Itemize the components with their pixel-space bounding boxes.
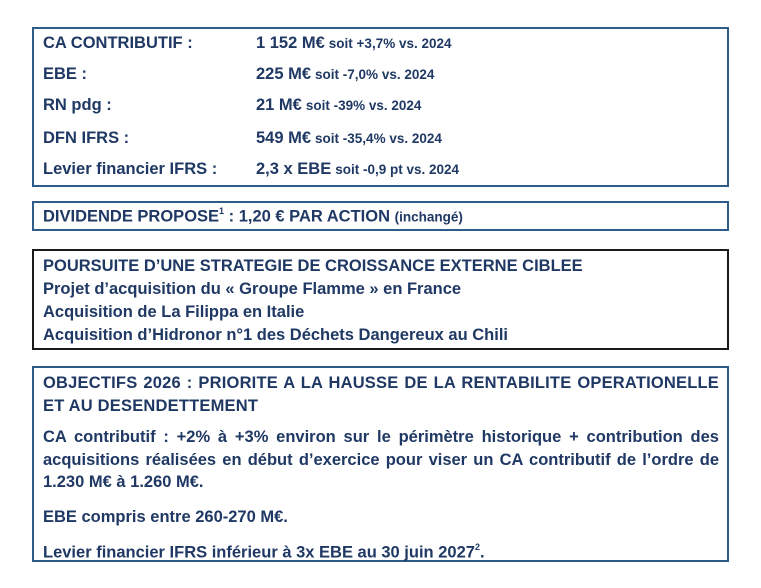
kpi-label: RN pdg :	[43, 96, 112, 114]
objectives-leverage-text: Levier financier IFRS inférieur à 3x EBE au 30 juin 2027	[43, 543, 475, 562]
kpi-value: 21 M€	[256, 96, 302, 114]
objectives-leverage-end: .	[479, 543, 485, 562]
dividend-amount: : 1,20 € PAR ACTION	[224, 207, 395, 226]
growth-strategy-box	[32, 249, 729, 350]
objectives-box	[32, 366, 729, 562]
strategy-item: Acquisition de La Filippa en Italie	[43, 303, 305, 321]
objectives-leverage	[43, 537, 719, 564]
dividend-line	[43, 207, 463, 227]
kpi-label: DFN IFRS :	[43, 129, 130, 147]
objectives-title: OBJECTIFS 2026 : PRIORITE A LA HAUSSE DE LA RENTABILITE OPERATIONELLE ET AU DESENDETTEMENT	[43, 374, 719, 415]
kpi-value: 225 M€	[256, 65, 312, 83]
kpi-detail: soit -7,0% vs. 2024	[315, 67, 435, 82]
kpi-value: 1 152 M€	[256, 34, 325, 52]
dividend-note: (inchangé)	[394, 209, 463, 225]
key-figures-box	[32, 27, 729, 187]
dividend-box	[32, 201, 729, 231]
kpi-label: EBE :	[43, 65, 88, 83]
kpi-row-leverage	[43, 160, 459, 184]
kpi-row-net-income	[43, 96, 421, 120]
kpi-row-net-debt	[43, 129, 442, 153]
strategy-item: Acquisition d’Hidronor n°1 des Déchets Dangereux au Chili	[43, 326, 509, 344]
kpi-value: 2,3 x EBE	[256, 160, 332, 178]
footnote-marker: 2	[474, 542, 480, 552]
kpi-detail: soit +3,7% vs. 2024	[328, 36, 452, 51]
kpi-label: CA CONTRIBUTIF :	[43, 34, 193, 52]
kpi-detail: soit -35,4% vs. 2024	[315, 131, 442, 146]
kpi-row-ebitda	[43, 65, 434, 89]
kpi-value: 549 M€	[256, 129, 312, 147]
kpi-detail: soit -0,9 pt vs. 2024	[335, 162, 460, 177]
kpi-detail: soit -39% vs. 2024	[305, 98, 422, 113]
kpi-row-revenue	[43, 34, 452, 58]
objectives-ebitda: EBE compris entre 260-270 M€.	[43, 508, 288, 526]
strategy-item: Projet d’acquisition du « Groupe Flamme » en France	[43, 280, 462, 298]
footnote-marker: 1	[219, 206, 225, 216]
kpi-label: Levier financier IFRS :	[43, 160, 218, 178]
objectives-revenue: CA contributif : +2% à +3% environ sur le périmètre historique + contribution des acquisitions réalisées en début d’exercice pour viser un CA contributif de l’ordre de 1.230 M€ à 1.260 M€.	[43, 428, 719, 491]
dividend-prefix: DIVIDENDE PROPOSE	[43, 207, 220, 226]
strategy-title: POURSUITE D’UNE STRATEGIE DE CROISSANCE EXTERNE CIBLEE	[43, 257, 583, 275]
